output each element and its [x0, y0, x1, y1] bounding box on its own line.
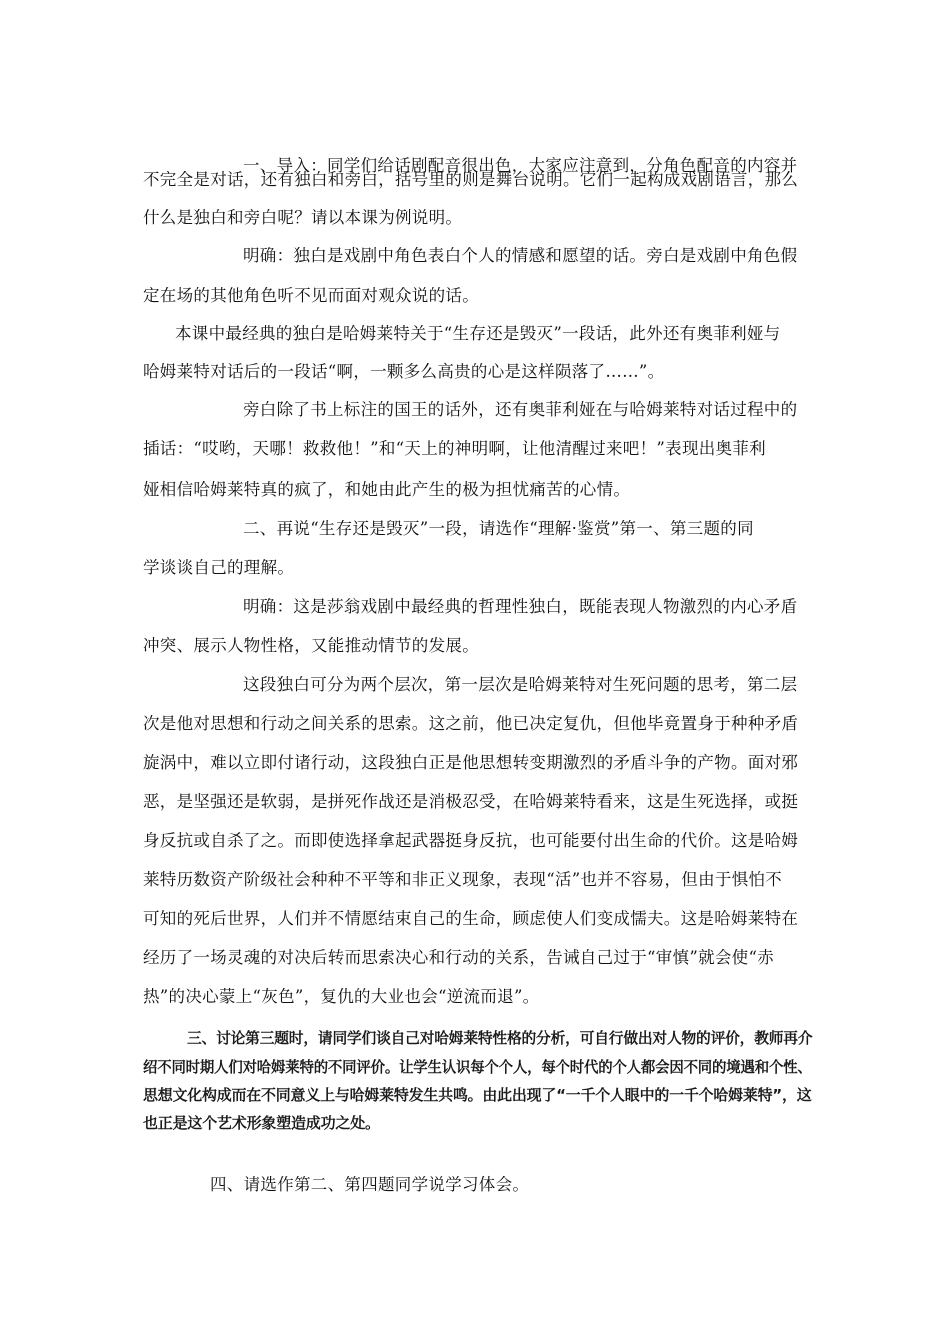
analysis-line-5: 身反抗或自杀了之。而即使选择拿起武器挺身反抗，也可能要付出生命的代价。这是哈姆 — [143, 831, 799, 850]
intro-line-1: 一、导入：同学们给话剧配音很出色，大家应注意到，分角色配音的内容并 — [243, 156, 798, 175]
intro-line-2: 不完全是对话，还有独白和旁白，括号里的则是舞台说明。它们一起构成戏剧语言，那么 — [143, 170, 799, 189]
clarify-line-2: 冲突、展示人物性格，又能推动情节的发展。 — [143, 636, 479, 655]
analysis-line-4: 恶，是坚强还是软弱，是拼死作战还是消极忍受，在哈姆莱特看来，这是生死选择，或挺 — [143, 792, 799, 811]
third-line-3: 思想文化构成而在不同意义上与哈姆莱特发生共鸣。由此出现了“一千个人眼中的一千个哈姆莱特”，这 — [143, 1086, 812, 1104]
aside-line-1: 旁白除了书上标注的国王的话外，还有奥菲利娅在与哈姆莱特对话过程中的 — [243, 400, 798, 419]
classic-line-2: 哈姆莱特对话后的一段话“啊，一颗多么高贵的心是这样陨落了……”。 — [143, 362, 665, 381]
fourth-line-1: 四、请选作第二、第四题同学说学习体会。 — [210, 1175, 530, 1194]
clarify-line-1: 明确：这是莎翁戏剧中最经典的哲理性独白，既能表现人物激烈的内心矛盾 — [243, 597, 798, 616]
define-line-2: 定在场的其他角色听不见而面对观众说的话。 — [143, 286, 479, 305]
define-line-1: 明确：独白是戏剧中角色表白个人的情感和愿望的话。旁白是戏剧中角色假 — [243, 246, 798, 265]
analysis-line-9: 热”的决心蒙上“灰色”，复仇的大业也会“逆流而退”。 — [143, 987, 540, 1006]
second-line-2: 学谈谈自己的理解。 — [143, 558, 295, 577]
aside-line-3: 娅相信哈姆莱特真的疯了，和她由此产生的极为担忧痛苦的心情。 — [143, 480, 631, 499]
analysis-line-3: 旋涡中，难以立即付诸行动，这段独白正是他思想转变期激烈的矛盾斗争的产物。面对邪 — [143, 753, 799, 772]
analysis-line-7: 可知的死后世界，人们并不情愿结束自己的生命，顾虑使人们变成懦夫。这是哈姆莱特在 — [143, 909, 799, 928]
classic-line-1: 本课中最经典的独白是哈姆莱特关于“生存还是毁灭”一段话，此外还有奥菲利娅与 — [175, 324, 781, 343]
second-line-1: 二、再说“生存还是毁灭”一段，请选作“理解·鉴赏”第一、第三题的同 — [243, 519, 754, 538]
third-line-4: 也正是这个艺术形象塑造成功之处。 — [143, 1114, 380, 1132]
analysis-line-2: 次是他对思想和行动之间关系的思索。这之前，他已决定复仇，但他毕竟置身于种种矛盾 — [143, 714, 799, 733]
third-line-2: 绍不同时期人们对哈姆莱特的不同评价。让学生认识每个个人，每个时代的个人都会因不同的境遇和个性、 — [143, 1058, 812, 1076]
intro-line-3: 什么是独白和旁白呢？请以本课为例说明。 — [143, 208, 463, 227]
aside-line-2: 插话：“哎哟，天哪！救救他！”和“天上的神明啊，让他清醒过来吧！”表现出奥菲利 — [143, 439, 766, 458]
analysis-line-1: 这段独白可分为两个层次，第一层次是哈姆莱特对生死问题的思考，第二层 — [243, 675, 798, 694]
third-line-1: 三、讨论第三题时，请同学们谈自己对哈姆莱特性格的分析，可自行做出对人物的评价，教师再介 — [187, 1029, 813, 1047]
analysis-line-8: 经历了一场灵魂的对决后转而思索决心和行动的关系，告诫自己过于“审慎”就会使“赤 — [143, 948, 775, 967]
analysis-line-6: 莱特历数资产阶级社会种种不平等和非正义现象，表现“活”也并不容易，但由于惧怕不 — [143, 870, 783, 889]
